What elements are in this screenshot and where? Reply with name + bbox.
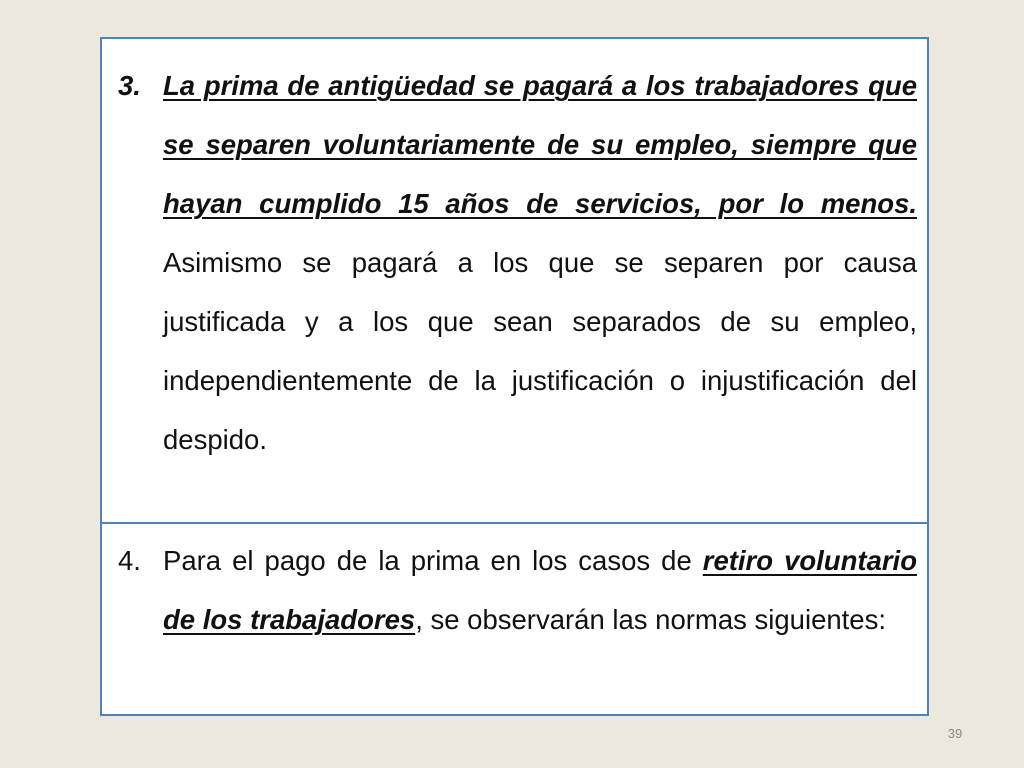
page-number: 39 (947, 726, 963, 741)
item-3-paragraph (163, 56, 917, 469)
list-item-4 (102, 531, 927, 649)
item-3-box (100, 37, 929, 524)
item-4-rest: , se observarán las normas siguientes: (415, 604, 886, 635)
item-4-box (100, 522, 929, 716)
item-4-emphasis: retiro voluntario de los trabajadores (163, 545, 917, 635)
item-4-paragraph (163, 531, 917, 649)
item-3-emphasis: La prima de antigüedad se pagará a los trabajadores que se separen voluntariamente de su empleo, siempre que hayan cumplido 15 años de servicios, por lo menos. (163, 70, 917, 219)
item-4-number: 4. (118, 545, 141, 576)
item-3-number: 3. (118, 70, 141, 101)
item-3-rest: Asimismo se pagará a los que se separen por causa justificada y a los que sean separados de su empleo, independientemente de la justificación o injustificación del despido. (163, 247, 917, 455)
item-4-intro: Para el pago de la prima en los casos de (163, 545, 703, 576)
list-item-3 (102, 56, 927, 469)
